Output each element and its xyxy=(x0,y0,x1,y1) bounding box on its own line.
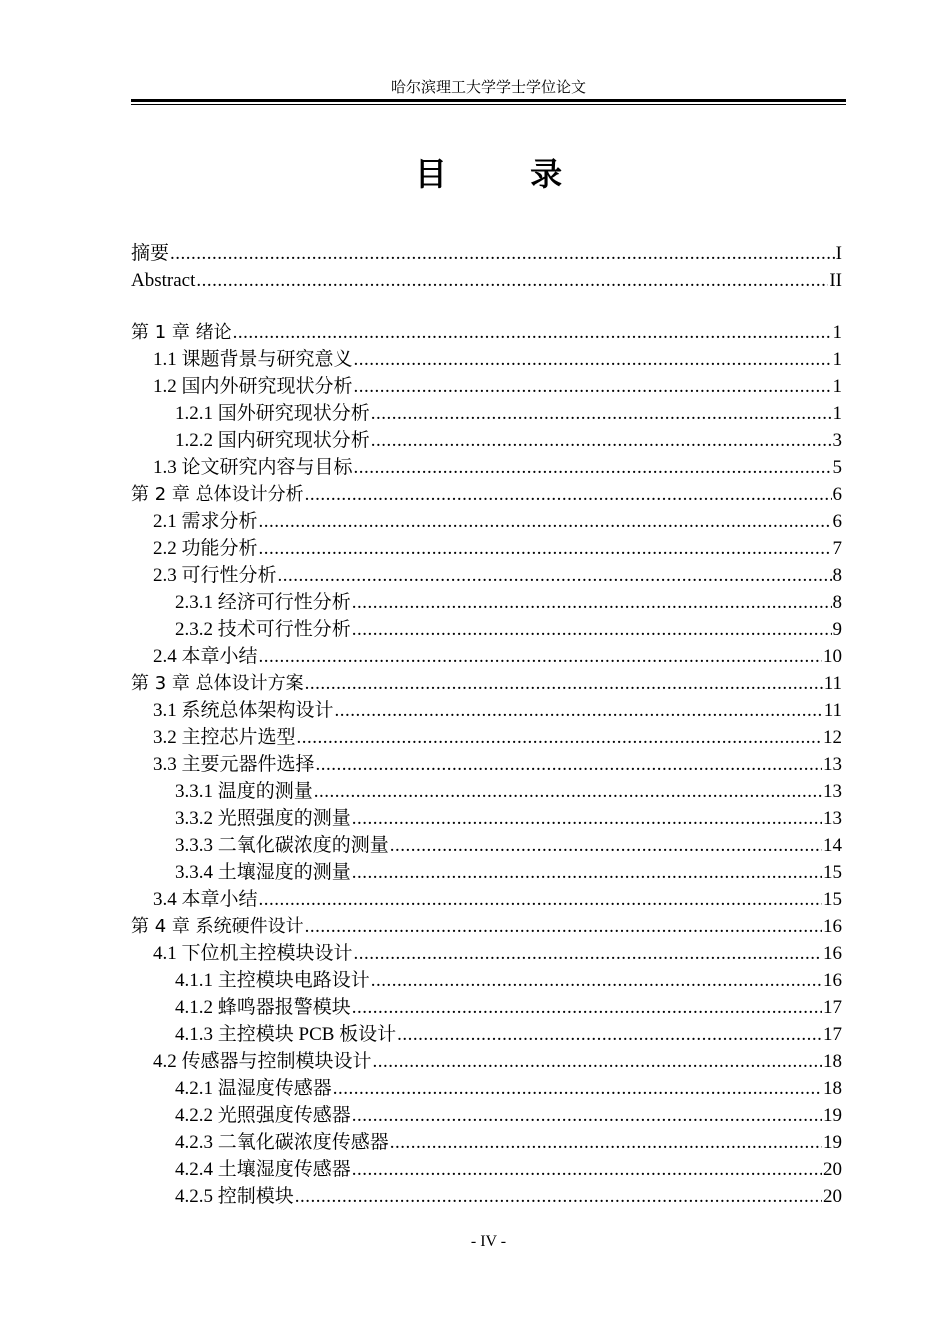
toc-leader-dots xyxy=(354,941,822,967)
toc-entry-page: 15 xyxy=(823,889,842,910)
toc-entry-page: 17 xyxy=(823,1024,842,1045)
toc-leader-dots xyxy=(373,1049,822,1075)
toc-entry[interactable] xyxy=(131,968,842,994)
toc-entry[interactable] xyxy=(131,887,842,913)
toc-chapter-entry[interactable] xyxy=(131,482,842,508)
toc-entry-page: 13 xyxy=(823,754,842,775)
toc-leader-dots xyxy=(354,455,832,481)
toc-entry[interactable] xyxy=(131,644,842,670)
toc-entry-label: 4.2.4 土壤湿度传感器 xyxy=(175,1159,351,1180)
toc-entry[interactable] xyxy=(131,995,842,1021)
toc-leader-dots xyxy=(305,482,832,508)
toc-entry-label: 1.2.2 国内研究现状分析 xyxy=(175,430,370,451)
toc-entry[interactable] xyxy=(131,1103,842,1129)
toc-leader-dots xyxy=(371,968,822,994)
toc-leader-dots xyxy=(352,806,822,832)
toc-entry[interactable] xyxy=(131,401,842,427)
toc-chapter-entry[interactable] xyxy=(131,671,842,697)
toc-title: 目 录 xyxy=(414,155,599,193)
toc-entry-page: 11 xyxy=(823,700,842,721)
toc-entry-label: 3.3 主要元器件选择 xyxy=(153,754,315,775)
toc-leader-dots xyxy=(233,320,832,346)
toc-entry[interactable] xyxy=(131,833,842,859)
toc-entry-label: 4.2 传感器与控制模块设计 xyxy=(153,1051,372,1072)
toc-entry-label: 1.2.1 国外研究现状分析 xyxy=(175,403,370,424)
toc-entry[interactable] xyxy=(131,536,842,562)
toc-entry-page: 17 xyxy=(823,997,842,1018)
toc-leader-dots xyxy=(259,509,832,535)
toc-leader-dots xyxy=(352,860,822,886)
toc-entry-page: 6 xyxy=(832,511,842,532)
toc-entry[interactable] xyxy=(131,1022,842,1048)
toc-entry-page: 1 xyxy=(832,403,842,424)
toc-leader-dots xyxy=(352,1103,822,1129)
toc-entry-page: 1 xyxy=(832,322,842,343)
toc-entry-label: 4.1.1 主控模块电路设计 xyxy=(175,970,370,991)
toc-entry-label: 3.4 本章小结 xyxy=(153,889,258,910)
toc-entry-label: 第 2 章 总体设计分析 xyxy=(131,484,304,505)
toc-leader-dots xyxy=(371,428,832,454)
toc-leader-dots xyxy=(259,536,832,562)
toc-entry-page: 14 xyxy=(823,835,842,856)
toc-entry-label: 2.3 可行性分析 xyxy=(153,565,277,586)
toc-entry-page: 20 xyxy=(823,1186,842,1207)
toc-leader-dots xyxy=(352,590,832,616)
toc-entry[interactable] xyxy=(131,268,842,294)
toc-entry[interactable] xyxy=(131,1130,842,1156)
toc-entry-page: 11 xyxy=(823,673,842,694)
toc-entry-page: 16 xyxy=(823,970,842,991)
toc-entry-label: 4.1 下位机主控模块设计 xyxy=(153,943,353,964)
toc-entry-label: 第 1 章 绪论 xyxy=(131,322,232,343)
toc-entry-page: 12 xyxy=(823,727,842,748)
toc-entry[interactable] xyxy=(131,455,842,481)
toc-entry[interactable] xyxy=(131,374,842,400)
toc-leader-dots xyxy=(278,563,832,589)
toc-entry-label: 1.3 论文研究内容与目标 xyxy=(153,457,353,478)
toc-entry[interactable] xyxy=(131,725,842,751)
toc-entry-label: 2.3.1 经济可行性分析 xyxy=(175,592,351,613)
toc-entry-page: 1 xyxy=(832,376,842,397)
toc-entry[interactable] xyxy=(131,347,842,373)
toc-entry-page: 18 xyxy=(823,1078,842,1099)
toc-leader-dots xyxy=(390,833,822,859)
toc-entry-label: 4.2.3 二氧化碳浓度传感器 xyxy=(175,1132,389,1153)
toc-entry-page: 15 xyxy=(823,862,842,883)
toc-entry-label: 4.2.5 控制模块 xyxy=(175,1186,294,1207)
toc-entry-page: 1 xyxy=(832,349,842,370)
toc-entry-label: 3.3.2 光照强度的测量 xyxy=(175,808,351,829)
toc-entry[interactable] xyxy=(131,428,842,454)
toc-entry-label: 4.2.1 温湿度传感器 xyxy=(175,1078,332,1099)
toc-entry[interactable] xyxy=(131,752,842,778)
toc-entry-label: 3.3.3 二氧化碳浓度的测量 xyxy=(175,835,389,856)
toc-entry-page: 3 xyxy=(832,430,842,451)
toc-leader-dots xyxy=(295,1184,822,1210)
toc-entry[interactable] xyxy=(131,563,842,589)
toc-leader-dots xyxy=(316,752,822,778)
toc-leader-dots xyxy=(170,241,835,267)
toc-entry[interactable] xyxy=(131,941,842,967)
toc-leader-dots xyxy=(352,1157,822,1183)
toc-entry[interactable] xyxy=(131,806,842,832)
toc-entry[interactable] xyxy=(131,860,842,886)
toc-entry-page: I xyxy=(835,243,842,264)
toc-leader-dots xyxy=(259,887,822,913)
toc-leader-dots xyxy=(305,671,823,697)
toc-entry-page: 16 xyxy=(823,916,842,937)
toc-leader-dots xyxy=(390,1130,822,1156)
toc-entry-page: 8 xyxy=(832,565,842,586)
toc-entry-label: 4.1.3 主控模块 PCB 板设计 xyxy=(175,1024,397,1045)
toc-leader-dots xyxy=(297,725,822,751)
toc-entry[interactable] xyxy=(131,698,842,724)
toc-leader-dots xyxy=(352,617,832,643)
page-number: - IV - xyxy=(470,1233,507,1250)
toc-leader-dots xyxy=(333,1076,822,1102)
toc-entry-label: Abstract xyxy=(131,270,196,291)
toc-entry[interactable] xyxy=(131,1157,842,1183)
toc-entry-label: 3.2 主控芯片选型 xyxy=(153,727,296,748)
toc-entry-label: 2.4 本章小结 xyxy=(153,646,258,667)
toc-entry[interactable] xyxy=(131,779,842,805)
toc-leader-dots xyxy=(196,268,828,294)
toc-leader-dots xyxy=(397,1022,822,1048)
toc-entry-label: 2.2 功能分析 xyxy=(153,538,258,559)
toc-entry-label: 4.1.2 蜂鸣器报警模块 xyxy=(175,997,351,1018)
toc-entry-label: 摘要 xyxy=(131,243,170,264)
toc-entry-page: 13 xyxy=(823,808,842,829)
toc-entry-page: 7 xyxy=(832,538,842,559)
toc-leader-dots xyxy=(354,347,832,373)
toc-entry-label: 3.3.1 温度的测量 xyxy=(175,781,313,802)
toc-entry-page: 18 xyxy=(823,1051,842,1072)
toc-entry-label: 3.3.4 土壤湿度的测量 xyxy=(175,862,351,883)
toc-entry-label: 4.2.2 光照强度传感器 xyxy=(175,1105,351,1126)
toc-entry-page: 19 xyxy=(823,1105,842,1126)
toc-entry-label: 1.1 课题背景与研究意义 xyxy=(153,349,353,370)
toc-entry-page: 10 xyxy=(823,646,842,667)
toc-entry[interactable] xyxy=(131,1184,842,1210)
toc-chapter-entry[interactable] xyxy=(131,914,842,940)
toc-entry-label: 2.3.2 技术可行性分析 xyxy=(175,619,351,640)
toc-entry-page: II xyxy=(829,270,842,291)
toc-entry[interactable] xyxy=(131,241,842,267)
toc-entry-page: 13 xyxy=(823,781,842,802)
toc-entry[interactable] xyxy=(131,509,842,535)
toc-chapter-entry[interactable] xyxy=(131,320,842,346)
toc-leader-dots xyxy=(314,779,822,805)
toc-leader-dots xyxy=(352,995,822,1021)
toc-entry[interactable] xyxy=(131,1076,842,1102)
toc-entry-page: 20 xyxy=(823,1159,842,1180)
toc-entry-page: 16 xyxy=(823,943,842,964)
toc-entry[interactable] xyxy=(131,590,842,616)
toc-entry-page: 5 xyxy=(832,457,842,478)
toc-entry-label: 2.1 需求分析 xyxy=(153,511,258,532)
toc-entry-page: 6 xyxy=(832,484,842,505)
header-rule xyxy=(131,99,846,102)
header-rule-thin xyxy=(131,104,846,105)
toc-leader-dots xyxy=(259,644,822,670)
toc-entry-label: 3.1 系统总体架构设计 xyxy=(153,700,334,721)
toc-entry-label: 1.2 国内外研究现状分析 xyxy=(153,376,353,397)
toc-entry[interactable] xyxy=(131,617,842,643)
toc-entry-page: 19 xyxy=(823,1132,842,1153)
toc-entry-page: 8 xyxy=(832,592,842,613)
toc-leader-dots xyxy=(335,698,823,724)
toc-entry-label: 第 4 章 系统硬件设计 xyxy=(131,916,304,937)
toc-entry-label: 第 3 章 总体设计方案 xyxy=(131,673,304,694)
toc-entry-page: 9 xyxy=(832,619,842,640)
toc-entry[interactable] xyxy=(131,1049,842,1075)
toc-leader-dots xyxy=(371,401,832,427)
toc-leader-dots xyxy=(354,374,832,400)
page-header: 哈尔滨理工大学学士学位论文 xyxy=(390,80,586,96)
toc-leader-dots xyxy=(305,914,822,940)
